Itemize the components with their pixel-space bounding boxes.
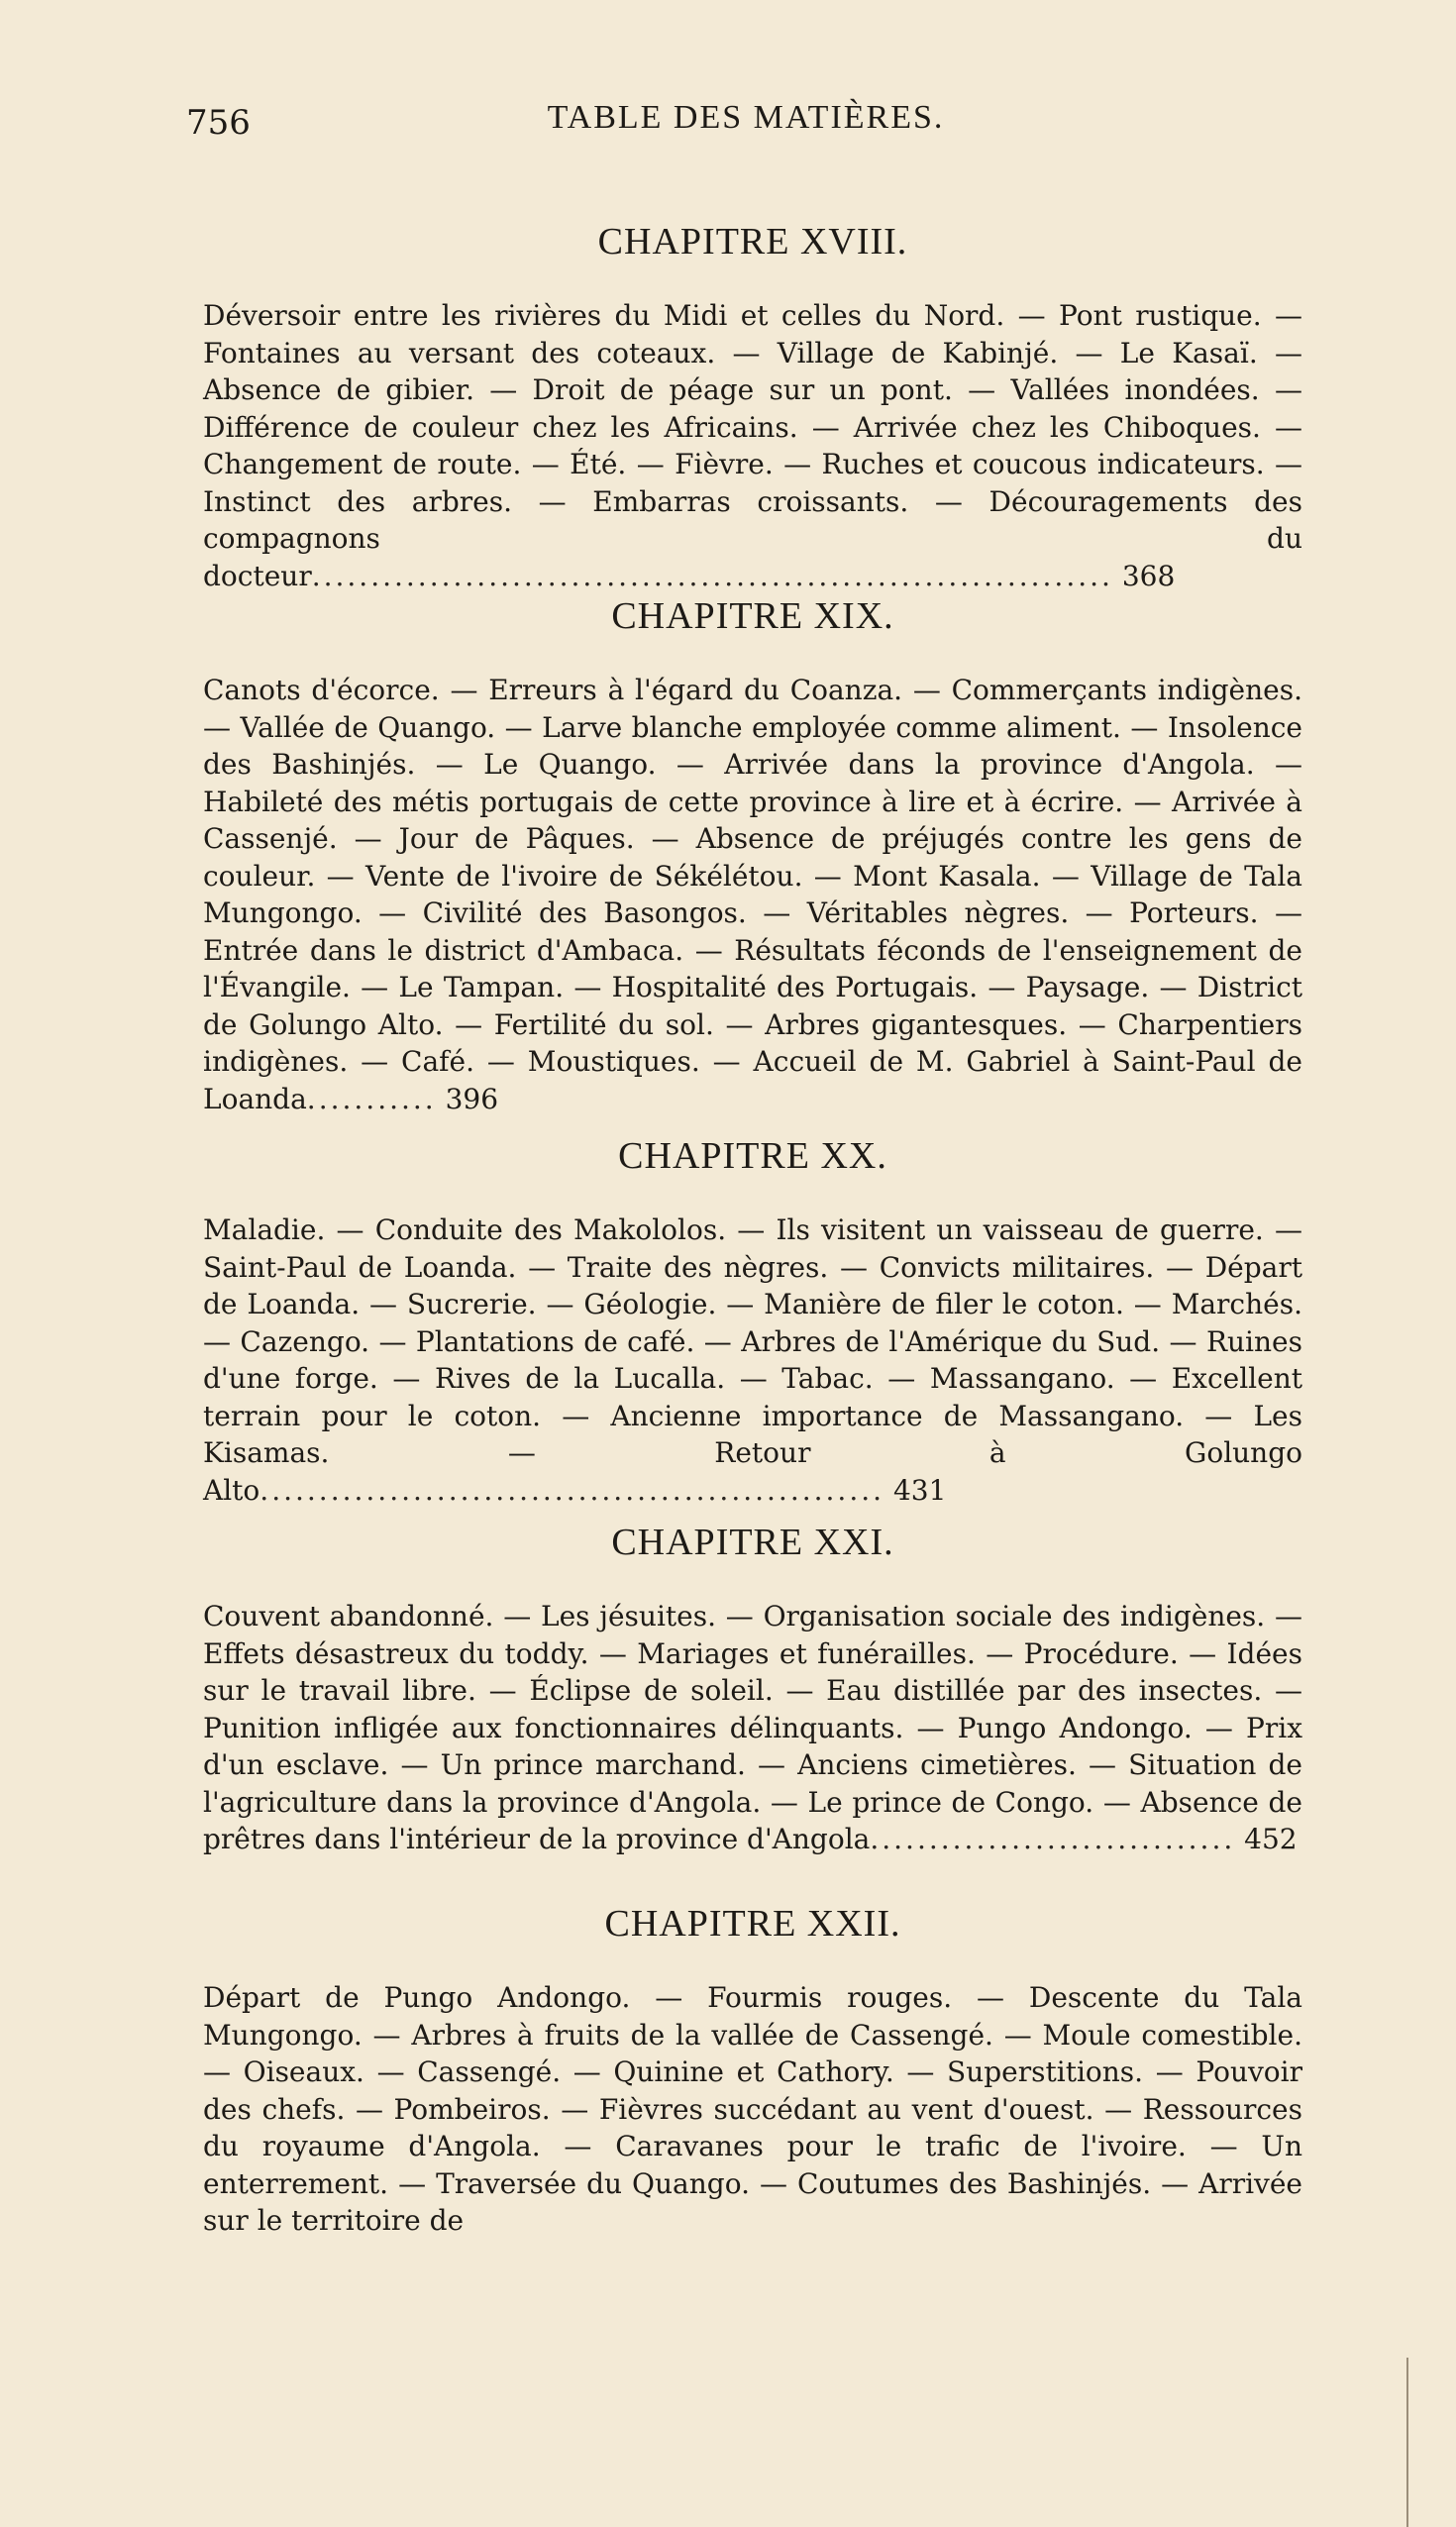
chapter-summary — [203, 1598, 1302, 1858]
running-head: TABLE DES MATIÈRES. — [547, 99, 945, 136]
chapter-section — [203, 220, 1302, 594]
chapter-section — [203, 1521, 1302, 1858]
summary-text: Déversoir entre les rivières du Midi et celles du Nord. — Pont rustique. — Fontaines au versant des coteaux. — Village de Kabinjé. — Le Kasaï. — Absence de gibier. — Droit de péage sur un pont. — Vallées inondées. — Différence de couleur chez les Africains. — Arrivée chez les Chiboques. — Changement de route. — Été. — Fièvre. — Ruches et coucous indicateurs. — Instinct des arbres. — Embarras croissants. — Découragements des compagnons du docteur — [203, 299, 1302, 592]
page-reference: 368 — [1121, 559, 1176, 592]
chapter-title: CHAPITRE XXII. — [604, 1903, 901, 1945]
dot-leader: ..................................................... — [260, 1473, 885, 1507]
chapter-section — [203, 594, 1302, 1117]
dot-leader: ........... — [306, 1082, 437, 1115]
chapter-title: CHAPITRE XX. — [618, 1135, 887, 1177]
summary-text: Couvent abandonné. — Les jésuites. — Organisation sociale des indigènes. — Effets désastreux du toddy. — Mariages et funérailles. — Procédure. — Idées sur le travail libre. — Éclipse de soleil. — Eau distillée par des insectes. — Punition infligée aux fonctionnaires délinquants. — Pungo Andongo. — Prix d'un esclave. — Un prince marchand. — Anciens cimetières. — Situation de l'agriculture dans la province d'Angola. — Le prince de Congo. — Absence de prêtres dans l'intérieur de la province d'Angola — [203, 1600, 1302, 1855]
chapter-summary — [203, 297, 1302, 594]
chapter-title: CHAPITRE XVIII. — [597, 221, 908, 263]
summary-text: Maladie. — Conduite des Makololos. — Ils visitent un vaisseau de guerre. — Saint-Paul de Loanda. — Traite des nègres. — Convicts militaires. — Départ de Loanda. — Sucrerie. — Géologie. — Manière de filer le coton. — Marchés. — Cazengo. — Plantations de café. — Arbres de l'Amérique du Sud. — Ruines d'une forge. — Rives de la Lucalla. — Tabac. — Massangano. — Excellent terrain pour le coton. — Ancienne importance de Massangano. — Les Kisamas. — Retour à Golungo Alto — [203, 1213, 1302, 1507]
page-reference: 452 — [1244, 1823, 1298, 1855]
chapter-section — [203, 1134, 1302, 1509]
summary-text: Canots d'écorce. — Erreurs à l'égard du Coanza. — Commerçants indigènes. — Vallée de Quango. — Larve blanche employée comme aliment. — Insolence des Bashinjés. — Le Quango. — Arrivée dans la province d'Angola. — Habileté des métis portugais de cette province à lire et à écrire. — Arrivée à Cassenjé. — Jour de Pâques. — Absence de préjugés contre les gens de couleur. — Vente de l'ivoire de Sékélétou. — Mont Kasala. — Village de Tala Mungongo. — Civilité des Basongos. — Véritables nègres. — Porteurs. — Entrée dans le district d'Ambaca. — Résultats féconds de l'enseignement de l'Évangile. — Le Tampan. — Hospitalité des Portugais. — Paysage. — District de Golungo Alto. — Fertilité du sol. — Arbres gigantesques. — Charpentiers indigènes. — Café. — Moustiques. — Accueil de M. Gabriel à Saint-Paul de Loanda — [203, 674, 1302, 1115]
chapter-summary — [203, 672, 1302, 1117]
page-reference: 431 — [892, 1473, 947, 1507]
chapter-summary — [203, 1211, 1302, 1509]
chapter-title: CHAPITRE XIX. — [611, 595, 894, 637]
page-reference: 396 — [445, 1082, 499, 1115]
chapter-summary — [203, 1979, 1302, 2240]
summary-text: Départ de Pungo Andongo. — Fourmis rouges. — Descente du Tala Mungongo. — Arbres à fruits de la vallée de Cassengé. — Moule comestible. — Oiseaux. — Cassengé. — Quinine et Cathory. — Superstitions. — Pouvoir des chefs. — Pombeiros. — Fièvres succédant au vent d'ouest. — Ressources du royaume d'Angola. — Caravanes pour le trafic de l'ivoire. — Un enterrement. — Traversée du Quango. — Coutumes des Bashinjés. — Arrivée sur le territoire de — [203, 1981, 1302, 2237]
dot-leader: ............................... — [870, 1823, 1236, 1855]
page-header — [186, 99, 1305, 158]
chapter-title: CHAPITRE XXI. — [611, 1522, 894, 1563]
page-number: 756 — [186, 103, 251, 143]
page-edge-mark — [1406, 2358, 1448, 2527]
dot-leader: .................................................................... — [311, 559, 1113, 592]
chapter-section — [203, 1902, 1302, 2240]
